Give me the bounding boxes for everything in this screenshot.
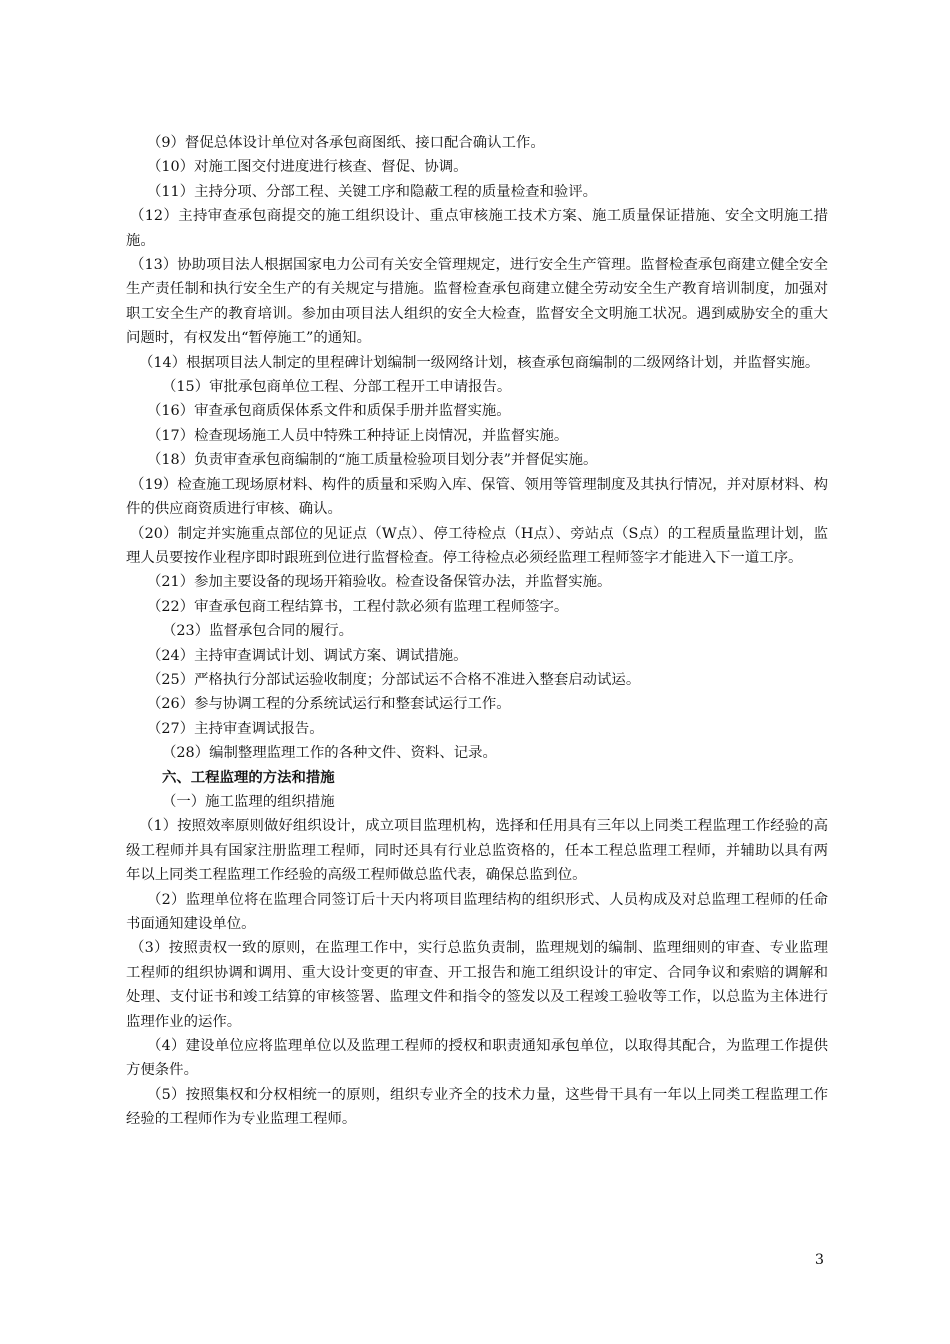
- paragraph-14: （14）根据项目法人制定的里程碑计划编制一级网络计划，核查承包商编制的二级网络计划，并监督实施。: [139, 354, 820, 371]
- measure-2: （2）监理单位将在监理合同签订后十天内将项目监理结构的组织形式、人员构成及对总监理工程师的任命书面通知建设单位。: [126, 891, 828, 932]
- measure-5: （5）按照集权和分权相统一的原则，组织专业齐全的技术力量，这些骨干具有一年以上同类工程监理工作经验的工程师作为专业监理工程师。: [126, 1086, 828, 1128]
- paragraph-12: （12）主持审查承包商提交的施工组织设计、重点审核施工技术方案、施工质量保证措施、安全文明施工措施。: [126, 208, 828, 249]
- paragraph-28: （28）编制整理监理工作的各种文件、资料、记录。: [162, 745, 497, 762]
- paragraph-27: （27）主持审查调试报告。: [147, 720, 324, 737]
- paragraph-9: （9）督促总体设计单位对各承包商图纸、接口配合确认工作。: [147, 135, 545, 151]
- page-body: [126, 131, 828, 1132]
- paragraph-15: （15）审批承包商单位工程、分部工程开工申请报告。: [162, 379, 512, 396]
- subsection-heading: （一）施工监理的组织措施: [162, 793, 335, 810]
- paragraph-17: （17）检查现场施工人员中特殊工种持证上岗情况，并监督实施。: [147, 427, 569, 444]
- paragraph-20: （20）制定并实施重点部位的见证点（W点）、停工待检点（H点）、旁站点（S点）的工程质量监理计划，监理人员要按作业程序即时跟班到位进行监督检查。停工待检点必须经监理工程师签字才能进入下一道工序。: [126, 525, 828, 566]
- paragraph-25: （25）严格执行分部试运验收制度；分部试运不合格不准进入整套启动试运。: [147, 671, 641, 688]
- paragraph-24: （24）主持审查调试计划、调试方案、调试措施。: [147, 647, 468, 664]
- paragraph-23: （23）监督承包合同的履行。: [162, 623, 353, 640]
- paragraph-11: （11）主持分项、分部工程、关键工序和隐蔽工程的质量检查和验评。: [147, 183, 598, 200]
- paragraph-18: （18）负责审查承包商编制的“施工质量检验项目划分表”并督促实施。: [147, 452, 598, 469]
- paragraph-10: （10）对施工图交付进度进行核查、督促、协调。: [147, 159, 468, 176]
- paragraph-21: （21）参加主要设备的现场开箱验收。检查设备保管办法，并监督实施。: [147, 574, 612, 591]
- paragraph-22: （22）审查承包商工程结算书，工程付款必须有监理工程师签字。: [147, 598, 569, 615]
- measure-1: （1）按照效率原则做好组织设计，成立项目监理机构，选择和任用具有三年以上同类工程监理工作经验的高级工程师并具有国家注册监理工程师，同时还具有行业总监资格的，任本工程总监理工程师，并辅助以具有两年以上同类工程监理工作经验的高级工程师做总监代表，确保总监到位。: [126, 818, 828, 884]
- paragraph-19: （19）检查施工现场原材料、构件的质量和采购入库、保管、领用等管理制度及其执行情况，并对原材料、构件的供应商资质进行审核、确认。: [126, 476, 828, 518]
- measure-3: （3）按照责权一致的原则，在监理工作中，实行总监负责制，监理规划的编制、监理细则的审查、专业监理工程师的组织协调和调用、重大设计变更的审查、开工报告和施工组织设计的审定、合同争议和索赔的调解和处理、支付证书和竣工结算的审核签署、监理文件和指令的签发以及工程竣工验收等工作，以总监为主体进行监理作业的运作。: [126, 940, 828, 1030]
- measure-4: （4）建设单位应将监理单位以及监理工程师的授权和职责通知承包单位，以取得其配合，为监理工作提供方便条件。: [126, 1038, 828, 1079]
- section-heading: 六、工程监理的方法和措施: [162, 768, 335, 786]
- paragraph-26: （26）参与协调工程的分系统试运行和整套试运行工作。: [147, 696, 511, 713]
- paragraph-16: （16）审查承包商质保体系文件和质保手册并监督实施。: [147, 403, 511, 420]
- page-number: 3: [814, 1252, 824, 1268]
- paragraph-13: （13）协助项目法人根据国家电力公司有关安全管理规定，进行安全生产管理。监督检查承包商建立健全安全生产责任制和执行安全生产的有关规定与措施。监督检查承包商建立健全劳动安全生产教育培训制度，加强对职工安全生产的教育培训。参加由项目法人组织的安全大检查，监督安全文明施工状况。遇到威胁安全的重大问题时，有权发出“暂停施工”的通知。: [126, 257, 828, 347]
